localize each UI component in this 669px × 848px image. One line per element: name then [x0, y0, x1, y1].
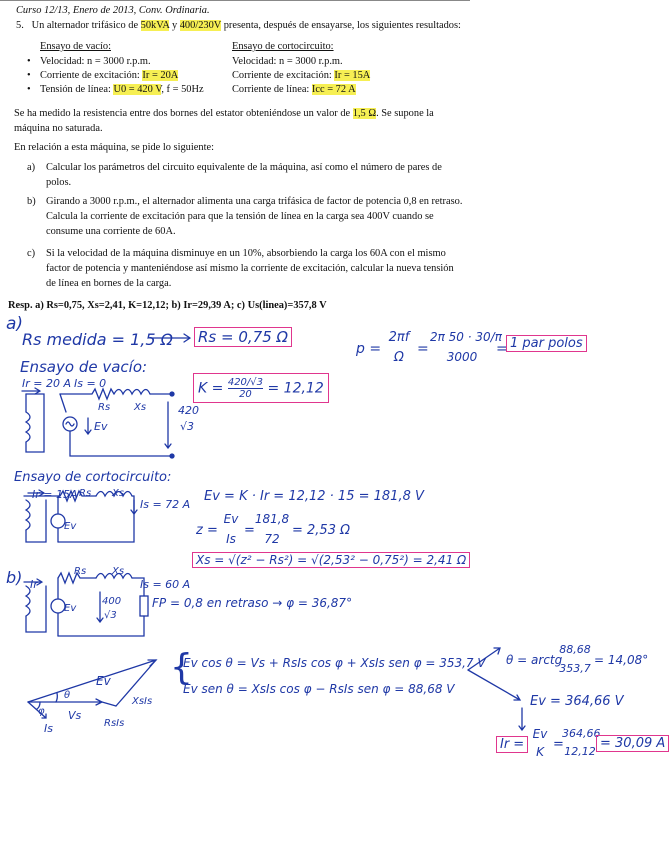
load-icon — [140, 596, 148, 616]
corto-circuit — [24, 490, 137, 542]
resistance-text-2: máquina no saturada. — [14, 123, 103, 134]
phasor-vs — [28, 699, 102, 705]
rs-measured: Rs medida = 1,5 Ω — [22, 330, 173, 349]
ev-result: Ev = 364,66 V — [530, 694, 624, 709]
course-header: Curso 12/13, Enero de 2013, Conv. Ordinaria. — [16, 5, 210, 16]
question-c-label: c) — [27, 248, 36, 259]
corto-current: Corriente de línea: Icc = 72 A — [232, 84, 356, 95]
ir-lhs: Ir = — [496, 736, 528, 753]
hw-corto-ir: Ir = 15A — [32, 488, 78, 501]
resistor-icon — [60, 491, 96, 501]
phasor-rsis — [102, 702, 116, 706]
resistor-icon — [60, 389, 114, 399]
answer-line: Resp. a) Rs=0,75, Xs=2,41, K=12,12; b) Ir=29,39 A; c) Us(linea)=357,8 V — [8, 300, 327, 311]
rs-result: Rs = 0,75 Ω — [194, 327, 292, 347]
load-circuit — [24, 573, 148, 636]
p-formula: p = — [356, 341, 382, 357]
resistor-icon — [58, 573, 96, 583]
vacio-excitation: • Corriente de excitación: Ir = 20A — [40, 70, 178, 81]
question-a-label: a) — [27, 162, 36, 173]
rating-voltage: 400/230V — [179, 20, 222, 31]
phasor-is — [28, 702, 46, 718]
hw-b-label: b) — [6, 568, 23, 587]
p-result: 1 par polos — [506, 335, 587, 352]
vacio-circuit — [22, 388, 174, 458]
corto-excitation: Corriente de excitación: Ir = 15A — [232, 70, 371, 81]
arrow-icon — [22, 388, 40, 394]
hw-vacio-ir: Ir = 20 A — [22, 377, 71, 390]
rating-kva: 50kVA — [140, 20, 170, 31]
problem-statement: 5. Un alternador trifásico de 50kVA y 400/230V presenta, después de ensayarse, los siguientes resultados: — [16, 20, 461, 31]
question-b-label: b) — [27, 196, 36, 207]
problem-number: 5. — [16, 20, 24, 31]
hw-corto-is: Is = 72 A — [140, 498, 191, 511]
k-result: K = $\frac{420/√3}{20}$ = 12,12 — [193, 373, 329, 403]
question-c: Si la velocidad de la máquina disminuye en un 10%, absorbiendo la carga los 60A con el mismo — [46, 248, 446, 259]
corto-speed: Velocidad: n = 3000 r.p.m. — [232, 56, 343, 67]
inductor-icon — [26, 412, 30, 442]
power-factor: FP = 0,8 en retraso → φ = 36,87° — [152, 596, 353, 610]
corto-title: Ensayo de cortocircuito: — [232, 41, 334, 52]
hw-corto-title: Ensayo de cortocircuito: — [14, 470, 172, 485]
question-a: Calcular los parámetros del circuito equivalente de la máquina, así como el número de pares de — [46, 162, 442, 173]
hw-a-label: a) — [6, 314, 24, 334]
arrow-icon — [150, 334, 190, 342]
vacio-voltage: • Tensión de línea: U0 = 420 V, f = 50Hz — [40, 84, 204, 95]
phasor-ev — [28, 660, 156, 702]
ask-text: En relación a esta máquina, se pide lo siguiente: — [14, 142, 214, 153]
phasor-diagram — [28, 660, 156, 718]
theta-eq: θ = arctg — [506, 653, 563, 667]
hw-b-is: Is = 60 A — [140, 578, 191, 591]
ir-result: = 30,09 A — [596, 735, 669, 752]
coil-icon — [114, 390, 150, 395]
xs-result: Xs = √(z² − Rs²) = √(2,53² − 0,75²) = 2,41 Ω — [192, 552, 470, 568]
resistance-text: Se ha medido la resistencia entre dos bornes del estator obteniéndose un valor de 1,5 Ω. Se supone la — [14, 108, 434, 119]
phasor-eq-sin: Ev sen θ = XsIs cos φ − RsIs sen φ = 88,68 V — [183, 682, 455, 696]
vacio-speed: • Velocidad: n = 3000 r.p.m. — [40, 56, 151, 67]
ev-equation: Ev = K · Ir = 12,12 · 15 = 181,8 V — [204, 489, 424, 504]
question-b: Girando a 3000 r.p.m., el alternador alimenta una carga trifásica de factor de potencia 0,8 en retraso. — [46, 196, 463, 207]
hw-vacio-is: Is = 0 — [74, 377, 107, 390]
phasor-eq-cos: Ev cos θ = Vs + RsIs cos φ + XsIs sen φ = 353,7 V — [183, 656, 486, 670]
hw-vacio-title: Ensayo de vacío: — [20, 358, 148, 376]
z-equation: z = — [196, 523, 218, 538]
coil-icon — [96, 492, 132, 497]
coil-icon — [96, 574, 132, 579]
vacio-title: Ensayo de vacío: — [40, 41, 111, 52]
